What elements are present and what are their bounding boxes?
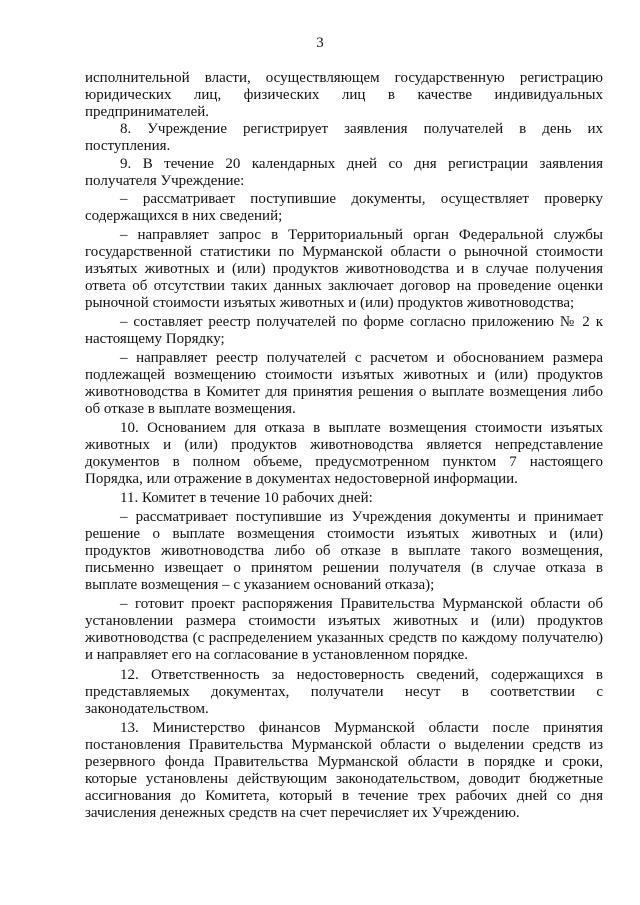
text-line: решение о выплате возмещения стоимости изъятых животных и (или) xyxy=(85,526,603,542)
text-line: предпринимателей. xyxy=(85,104,210,120)
text-line: животноводства в Комитет для принятия решения о выплате возмещения либо xyxy=(85,384,603,400)
text-line: установлении размера стоимости изъятых животных и (или) продуктов xyxy=(85,613,603,629)
text-line: документов в полном объеме, предусмотренном пунктом 7 настоящего xyxy=(85,454,603,470)
text-line: выплате возмещения – с указанием оснований отказа); xyxy=(85,577,435,593)
text-line: 10. Основанием для отказа в выплате возмещения стоимости изъятых xyxy=(120,420,603,436)
text-line: 9. В течение 20 календарных дней со дня регистрации заявления xyxy=(120,156,603,172)
text-line: Порядка, или отражение в документах недостоверной информации. xyxy=(85,471,518,487)
text-line: – направляет запрос в Территориальный орган Федеральной службы xyxy=(120,227,603,243)
text-line: изъятых животных и (или) продуктов животноводства и в случае получения xyxy=(85,261,603,277)
text-line: продуктов животноводства либо об отказе в выплате такого возмещения, xyxy=(85,543,603,559)
text-line: рыночной стоимости изъятых животных и (или) продуктов животноводства; xyxy=(85,295,575,311)
page-number: 3 xyxy=(316,35,324,51)
text-line: животных и (или) продуктов животноводства является непредставление xyxy=(85,437,603,453)
text-line: – рассматривает поступившие документы, осуществляет проверку xyxy=(120,191,603,207)
text-line: исполнительной власти, осуществляющем государственную регистрацию xyxy=(85,70,603,86)
text-line: юридических лиц, физических лиц в качестве индивидуальных xyxy=(85,87,603,103)
text-line: 12. Ответственность за недостоверность сведений, содержащихся в xyxy=(120,667,603,683)
text-line: об отказе в выплате возмещения. xyxy=(85,401,296,417)
text-line: письменно извещает о принятом решении получателя (в случае отказа в xyxy=(85,560,603,576)
text-line: – готовит проект распоряжения Правительства Мурманской области об xyxy=(120,596,603,612)
text-line: – направляет реестр получателей с расчетом и обоснованием размера xyxy=(120,350,603,366)
text-line: зачисления денежных средств на счет перечисляет их Учреждению. xyxy=(85,805,520,821)
text-line: животноводства (с распределением указанных средств по каждому получателю) xyxy=(85,630,603,646)
text-line: резервного фонда Правительства Мурманской области в порядке и сроки, xyxy=(85,754,603,770)
text-line: подлежащей возмещению стоимости изъятых животных и (или) продуктов xyxy=(85,367,603,383)
text-line: получателя Учреждение: xyxy=(85,173,245,189)
text-line: которые установлены действующим законодательством, доводит бюджетные xyxy=(85,771,603,787)
text-line: – рассматривает поступившие из Учреждения документы и принимает xyxy=(120,509,603,525)
text-line: и направляет его на согласование в установленном порядке. xyxy=(85,647,468,663)
text-line: ответа об отсутствии таких данных заключает договор на проведение оценки xyxy=(85,278,603,294)
text-line: поступления. xyxy=(85,138,171,154)
text-line: ассигнования до Комитета, который в течение трех рабочих дней со дня xyxy=(85,788,603,804)
text-line: законодательством. xyxy=(85,701,209,717)
text-line: содержащихся в них сведений; xyxy=(85,208,283,224)
text-line: постановления Правительства Мурманской области о выделении средств из xyxy=(85,737,603,753)
text-line: 11. Комитет в течение 10 рабочих дней: xyxy=(120,490,373,506)
text-line: – составляет реестр получателей по форме согласно приложению № 2 к xyxy=(120,314,603,330)
text-line: государственной статистики по Мурманской области о рыночной стоимости xyxy=(85,244,603,260)
text-line: 8. Учреждение регистрирует заявления получателей в день их xyxy=(120,121,603,137)
text-line: настоящему Порядку; xyxy=(85,331,225,347)
text-line: представляемых документах, получатели несут в соответствии с xyxy=(85,684,603,700)
text-line: 13. Министерство финансов Мурманской области после принятия xyxy=(120,720,603,736)
